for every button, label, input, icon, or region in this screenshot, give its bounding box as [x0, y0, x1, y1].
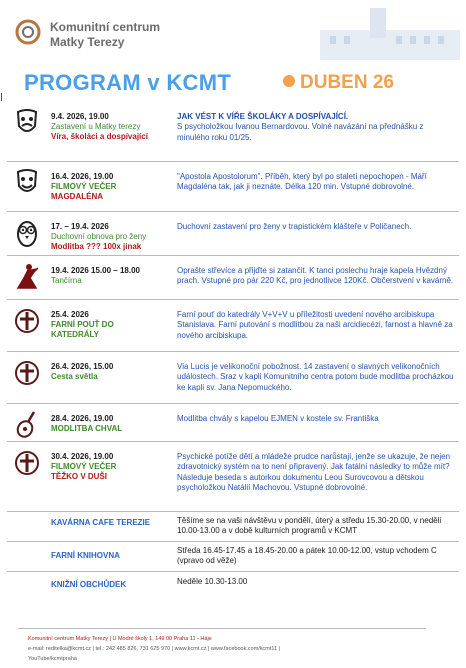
bullet-dot: [283, 75, 295, 87]
logo-icon: [14, 18, 42, 46]
event-info: [51, 102, 171, 142]
event-row: [7, 442, 459, 512]
event-info: [51, 442, 171, 482]
cross-circle-icon: [14, 448, 40, 478]
event-description: [177, 212, 457, 232]
event-subtitle: MODLITBA CHVAL: [51, 424, 123, 433]
org-name-line1: Komunitní centrum: [50, 20, 160, 34]
event-description-heading: JAK VÉST K VÍŘE ŠKOLÁKY A DOSPÍVAJÍCÍ.: [177, 112, 349, 121]
event-subtitle: FILMOVÝ VEČER: [51, 462, 117, 471]
footer-divider: [18, 628, 426, 629]
event-date: 28.4. 2026, 19.00: [51, 414, 114, 423]
event-row: [7, 300, 459, 352]
footer: [28, 634, 458, 664]
event-info: [51, 256, 171, 286]
event-info: [51, 352, 171, 382]
event-subtitle: Zastavení u Matky terezy: [51, 122, 141, 131]
event-date: 16.4. 2026, 19.00: [51, 172, 114, 181]
cross-circle-icon: [14, 358, 40, 388]
event-row: [7, 404, 459, 442]
event-description-text: "Apostola Apostolorum". Příběh, který byl po staletí nepochopen - Máří Magdaléna tak, jak ji neznáte. Délka 120 min. Vstupné dobrovolné.: [177, 172, 427, 192]
info-row-library: [7, 542, 459, 572]
event-date: 9.4. 2026, 19.00: [51, 112, 109, 121]
info-label: KAVÁRNA CAFE TEREZIE: [51, 518, 151, 527]
event-description: [177, 404, 457, 424]
event-subtitle: FARNÍ POUŤ DO: [51, 320, 114, 329]
event-subtitle-2: MAGDALÉNA: [51, 192, 103, 201]
info-row-bookshop: [7, 572, 459, 598]
org-name-line2: Matky Terezy: [50, 35, 125, 49]
event-info: [51, 404, 171, 434]
event-date: 26.4. 2026, 15.00: [51, 362, 114, 371]
event-subtitle-2: KATEDRÁLY: [51, 330, 100, 339]
event-subtitle: Tančírna: [51, 276, 82, 285]
event-info: [51, 300, 171, 340]
footer-youtube: YouTube/kcmtpraha: [28, 656, 77, 662]
info-label: KNIŽNÍ OBCHŮDEK: [51, 580, 127, 589]
event-date: 17. – 19.4. 2026: [51, 222, 109, 231]
event-subtitle: Cesta světla: [51, 372, 98, 381]
page-title: PROGRAM v KCMT: [24, 70, 232, 95]
event-subtitle-2: Víra, školáci a dospívající: [51, 132, 148, 141]
event-description: [177, 352, 457, 393]
footer-contacts: e-mail: reditelka@kcmt.cz | tel.: 242 485 826, 731 625 970 | www.kcmt.cz | www.facebook.com/kcmt11 |: [28, 646, 281, 652]
event-subtitle: FILMOVÝ VEČER: [51, 182, 117, 191]
info-text: Středa 16.45-17.45 a 18.45-20.00 a pátek 10.00-12.00, vstup vchodem C (vpravo od věže): [177, 546, 437, 566]
program-table: [7, 102, 459, 598]
event-description-text: Duchovní zastavení pro ženy v trapistickém klášteře v Poličanech.: [177, 222, 412, 231]
event-description: [177, 442, 457, 494]
title-row: [0, 70, 466, 98]
event-row: [7, 256, 459, 300]
building-illustration: [300, 0, 466, 64]
event-description-text: Via Lucis je velikonoční pobožnost. 14 zastavení o slavných velikonočních událostech. Sraz v kapli Komunitního centra potom bude modlitba procházkou ke kapli sv. Jana Nepomuckého.: [177, 362, 454, 392]
header: [0, 0, 466, 70]
info-label: FARNÍ KNIHOVNA: [51, 551, 120, 560]
info-text: Těšíme se na vaši návštěvu v pondělí, úterý a středu 15.30-20.00, v neděli 10.00-13.00 a v době kulturních programů v KCMT: [177, 516, 442, 536]
event-description: [177, 162, 457, 193]
owl-icon: [14, 218, 40, 248]
guitar-icon: [14, 410, 40, 440]
event-row: [7, 102, 459, 162]
theater-masks-icon: [14, 108, 40, 138]
event-description: [177, 256, 457, 287]
event-subtitle-2: Modlitba ??? 100x jinak: [51, 242, 142, 251]
event-description-text: Modlitba chvály s kapelou EJMEN v kostele sv. Františka: [177, 414, 379, 423]
event-row: [7, 162, 459, 212]
event-info: [51, 162, 171, 202]
info-row-cafe: [7, 512, 459, 542]
event-description-text: Oprašte střevíce a přijďte si zatančit. K tanci poslechu hraje kapela Hvězdný prach. Vstupné pro pár 220 Kč, pro jednotlivce 120Kč. Občerstvení v kavárně.: [177, 266, 454, 286]
event-row: [7, 212, 459, 256]
event-subtitle: Duchovní obnova pro ženy: [51, 232, 147, 241]
event-description-text: Psychické potíže dětí a mládeže prudce narůstají, jenže se ukazuje, že nejen zdravotnický systém na to není připravený. Jak fatální následky to může mít? Následuje beseda s autorkou dokumentu Leou Surovcovou a dětskou psycholožkou Natálií Machovou. Vstupné dobrovolné.: [177, 452, 451, 493]
footer-address: Komunitní centrum Matky Terezy | U Modré školy 1, 149 00 Praha 11 - Háje: [28, 636, 212, 642]
cross-circle-icon: [14, 306, 40, 336]
event-info: [51, 212, 171, 252]
dancer-icon: [14, 262, 40, 292]
event-date: 30.4. 2026, 19.00: [51, 452, 114, 461]
event-row: [7, 352, 459, 404]
event-subtitle-2: TĚŽKO V DUŠI: [51, 472, 108, 481]
event-description: [177, 102, 457, 143]
page-month: DUBEN 26: [300, 72, 394, 93]
event-date: 25.4. 2026: [51, 310, 89, 319]
info-text: Neděle 10.30-13.00: [177, 577, 248, 586]
event-description-text: S psycholožkou Ivanou Bernardovou. Volné navázání na přednášku z minulého roku 01/25.: [177, 122, 424, 142]
theater-masks-icon: [14, 168, 40, 198]
event-description: [177, 300, 457, 341]
event-date: 19.4. 2026 15.00 – 18.00: [51, 266, 140, 275]
event-description-text: Farní pouť do katedrály V+V+V u příležitosti uvedení nového arcibiskupa Stanislava. Farní putování s modlitbou za naši arcidiecézi, farnost a hlavně za nového arcibiskupa.: [177, 310, 453, 340]
